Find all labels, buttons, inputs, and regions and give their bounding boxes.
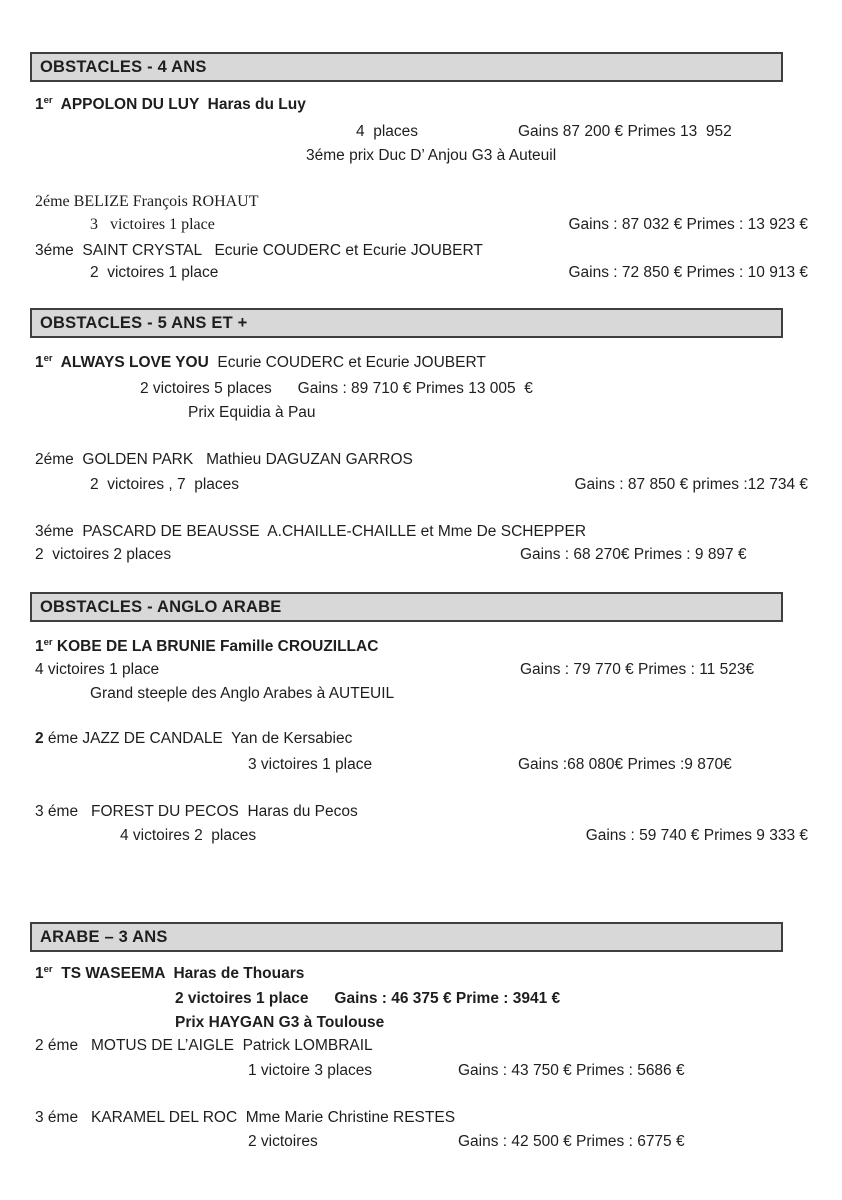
horse-name: APPOLON DU LUY xyxy=(52,96,200,113)
entry-name-line xyxy=(35,523,808,544)
horse-rank-and-name xyxy=(35,965,304,983)
horse-name: 3 éme KARAMEL DEL ROC Mme Marie Christine RESTES xyxy=(35,1109,456,1126)
stats-text: 4 places xyxy=(356,123,419,140)
gains-text: Gains : 59 740 € Primes 9 333 € xyxy=(585,827,808,844)
entry-stats-line xyxy=(35,123,808,144)
stats-text: 2 victoires 1 place Gains : 46 375 € Prime : 3941 € xyxy=(175,990,561,1007)
horse-name: 2éme GOLDEN PARK Mathieu DAGUZAN GARROS xyxy=(35,451,413,468)
rank: 1 xyxy=(35,965,44,982)
entry-stats-line xyxy=(35,1062,808,1083)
stats-text: 3 victoires 1 place xyxy=(90,216,215,233)
entry-race-line xyxy=(35,685,808,706)
rank-sup: er xyxy=(43,94,53,106)
rank: 2 xyxy=(35,730,44,747)
race-text: Prix Equidia à Pau xyxy=(188,404,316,421)
entry-name-line xyxy=(35,96,808,117)
entry-name-line xyxy=(35,242,808,263)
entry-race-line xyxy=(35,147,808,168)
horse-rank-and-name xyxy=(35,96,306,114)
gains-text: Gains : 43 750 € Primes : 5686 € xyxy=(458,1062,685,1079)
entry-name-line xyxy=(35,451,808,472)
horse-name: 3 éme FOREST DU PECOS Haras du Pecos xyxy=(35,803,358,820)
gains-text: Gains : 68 270€ Primes : 9 897 € xyxy=(520,546,747,563)
gains-text: Gains : 42 500 € Primes : 6775 € xyxy=(458,1133,685,1150)
stats-text: 1 victoire 3 places xyxy=(248,1062,373,1079)
stats-text: 2 victoires , 7 places xyxy=(90,476,240,493)
stats-text: 2 victoires 1 place xyxy=(90,264,219,281)
rank-sup: er xyxy=(43,352,53,364)
rank: 1 xyxy=(35,638,44,655)
entry-name-line xyxy=(35,193,808,214)
gains-text: Gains : 87 032 € Primes : 13 923 € xyxy=(568,216,808,233)
gains-text: Gains : 79 770 € Primes : 11 523€ xyxy=(520,661,755,678)
entry-name-line xyxy=(35,1037,808,1058)
entry-name-line xyxy=(35,1109,808,1130)
stats-text: 2 victoires 2 places xyxy=(35,546,172,563)
entry-stats-line xyxy=(35,264,808,285)
rank-sup: er xyxy=(43,963,53,975)
horse-name: 2 éme MOTUS DE L’AIGLE Patrick LOMBRAIL xyxy=(35,1037,373,1054)
horse-name: éme JAZZ DE CANDALE Yan de Kersabiec xyxy=(43,730,353,747)
stats-text: 4 victoires 1 place xyxy=(35,661,160,678)
stats-text: 4 victoires 2 places xyxy=(120,827,257,844)
horse-rank-and-name xyxy=(35,354,486,372)
entry-name-line xyxy=(35,638,808,659)
entry-stats-line xyxy=(35,1133,808,1154)
entry-stats-line xyxy=(35,380,808,401)
gains-text: Gains :68 080€ Primes :9 870€ xyxy=(518,756,732,773)
rank: 1 xyxy=(35,354,44,371)
entry-stats-line xyxy=(35,661,808,682)
entry-name-line xyxy=(35,730,808,751)
section-header-arabe-3-ans: ARABE – 3 ANS xyxy=(30,922,783,952)
entry-stats-line xyxy=(35,756,808,777)
horse-name: 2éme BELIZE François ROHAUT xyxy=(35,193,259,210)
entry-stats-line xyxy=(35,216,808,237)
entry-race-line xyxy=(35,1014,808,1035)
entry-stats-line xyxy=(35,990,808,1011)
stats-text: 2 victoires xyxy=(248,1133,318,1150)
owner-name: Haras du Luy xyxy=(199,96,306,113)
rank: 1 xyxy=(35,96,44,113)
horse-name: KOBE DE LA BRUNIE Famille CROUZILLAC xyxy=(52,638,379,655)
entry-stats-line xyxy=(35,827,808,848)
entry-stats-line xyxy=(35,546,808,567)
entry-name-line xyxy=(35,965,808,986)
gains-text: Gains : 72 850 € Primes : 10 913 € xyxy=(568,264,808,281)
horse-name: 3éme PASCARD DE BEAUSSE A.CHAILLE-CHAILLE et Mme De SCHEPPER xyxy=(35,523,587,540)
gains-text: Gains : 87 850 € primes :12 734 € xyxy=(574,476,808,493)
horse-rank-and-name xyxy=(35,730,352,748)
stats-text: 3 victoires 1 place xyxy=(248,756,373,773)
horse-name: 3éme SAINT CRYSTAL Ecurie COUDERC et Ecurie JOUBERT xyxy=(35,242,483,259)
rank-sup: er xyxy=(43,636,53,648)
section-header-obstacles-anglo-arabe: OBSTACLES - ANGLO ARABE xyxy=(30,592,783,622)
stats-text: 2 victoires 5 places Gains : 89 710 € Primes 13 005 € xyxy=(140,380,533,397)
race-text: Grand steeple des Anglo Arabes à AUTEUIL xyxy=(90,685,395,702)
horse-name: TS WASEEMA Haras de Thouars xyxy=(52,965,305,982)
race-text: 3éme prix Duc D’ Anjou G3 à Auteuil xyxy=(306,147,557,164)
horse-name: ALWAYS LOVE YOU xyxy=(52,354,209,371)
entry-stats-line xyxy=(35,476,808,497)
section-header-obstacles-5-ans: OBSTACLES - 5 ANS ET + xyxy=(30,308,783,338)
owner-name: Ecurie COUDERC et Ecurie JOUBERT xyxy=(208,354,486,371)
entry-name-line xyxy=(35,354,808,375)
gains-text: Gains 87 200 € Primes 13 952 xyxy=(518,123,732,140)
entry-race-line xyxy=(35,404,808,425)
horse-rank-and-name xyxy=(35,638,378,656)
entry-name-line xyxy=(35,803,808,824)
race-text: Prix HAYGAN G3 à Toulouse xyxy=(175,1014,385,1031)
section-header-obstacles-4-ans: OBSTACLES - 4 ANS xyxy=(30,52,783,82)
